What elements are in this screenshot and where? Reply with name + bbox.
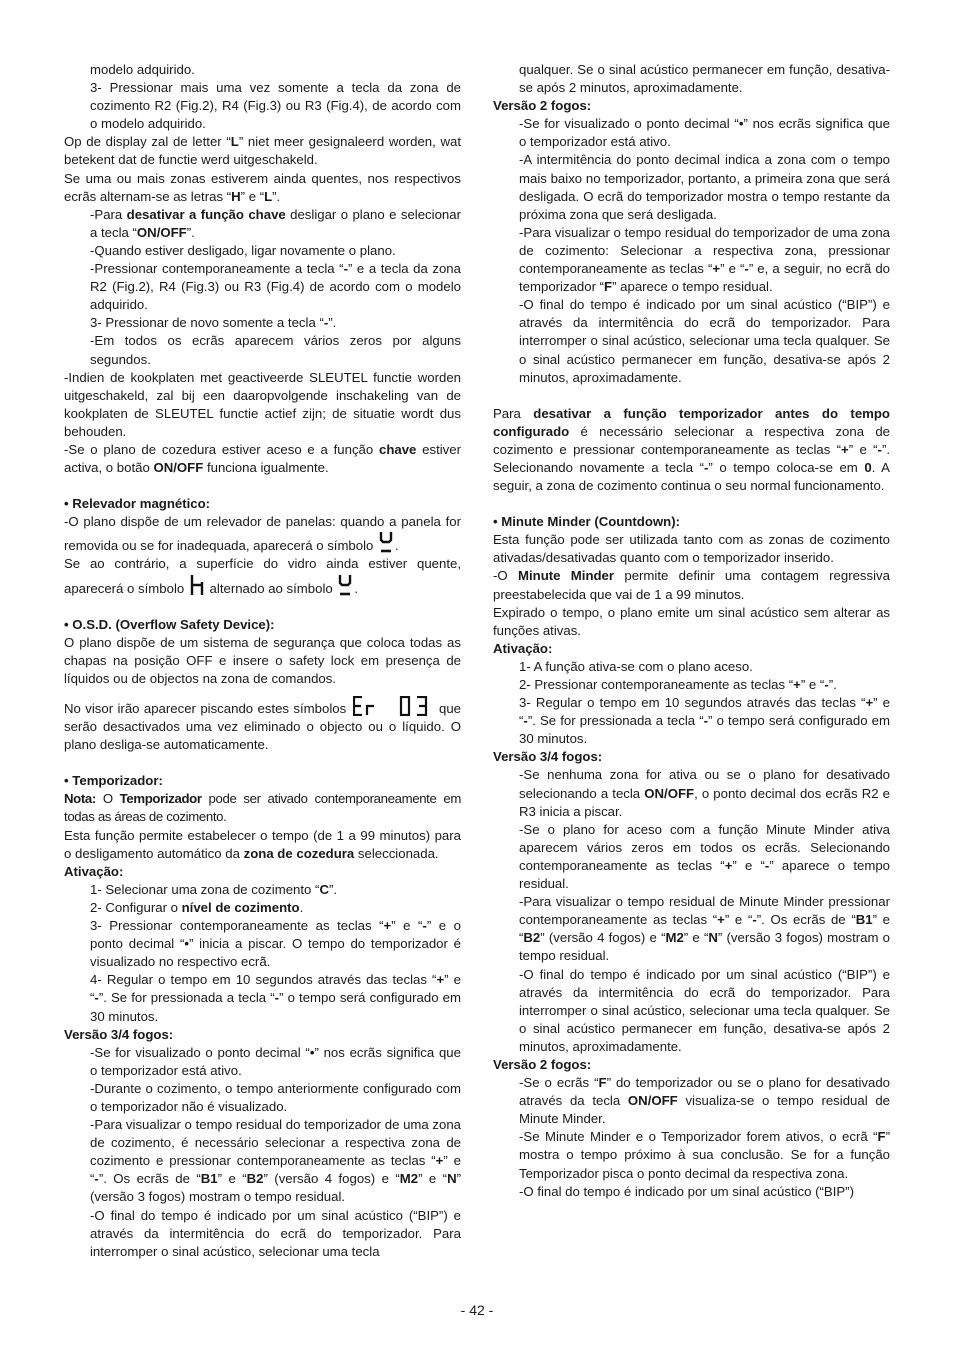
text-line: -Para visualizar o tempo residual do temporizador de uma zona de cozimento, é necessário selecionar a respectiva zona de cozimento e pressionar contemporaneamente as teclas “+” e “-”. Os ecrãs de “B1” e “B2” (versão 4 fogos) e “M2” e “N” (versão 3 fogos) mostram o tempo residual. — [90, 1117, 461, 1205]
text-line: -Pressionar contemporaneamente a tecla “-” e a tecla da zona R2 (Fig.2), R4 (Fig.3) ou R3 (Fig.4) de acordo com o modelo adquirido. — [90, 261, 461, 313]
text-line: 4- Regular o tempo em 10 segundos através das teclas “+” e “-”. Se for pressionada a tecla “-” o tempo será configurado em 30 minutos. — [90, 972, 461, 1024]
text-line: -Se nenhuma zona for ativa ou se o plano for desativado selecionando a tecla ON/OFF, o ponto decimal dos ecrãs R2 e R3 inicia a piscar. — [519, 767, 890, 819]
text-line: 2- Pressionar contemporaneamente as teclas “+” e “-”. — [519, 677, 837, 692]
text-line: 1- A função ativa-se com o plano aceso. — [519, 658, 753, 674]
text-line: Para desativar a função temporizador antes do tempo configurado é necessário selecionar a respectiva zona de cozimento e pressionar contemporaneamente as teclas “+” e “-”. Selecionando novamente a tecla “-” o tempo coloca-se em 0. A seguir, a zona de cozimento continua o seu normal funcionamento. — [493, 405, 890, 494]
text-line: -O final do tempo é indicado por um sinal acústico (“BIP”) e através da intermitência do ecrã do temporizador. Para interromper o sinal acústico, selecionar uma tecla qualquer. Se o sinal acústico permanecer em função, desativa-se após 2 minutos, aproximadamente. — [519, 297, 890, 385]
sub-title: Ativação: — [493, 640, 553, 656]
section-title: • Minute Minder (Countdown): — [493, 514, 681, 530]
sub-title: Versão 3/4 fogos: — [64, 1026, 174, 1042]
left-column — [64, 61, 461, 1261]
section-title: • Relevador magnético: — [64, 496, 211, 512]
text-line: -Se o ecrãs “F” do temporizador ou se o plano for desativado através da tecla ON/OFF visualiza-se o tempo residual de Minute Minder. — [519, 1075, 890, 1127]
text-line: -Quando estiver desligado, ligar novamente o plano. — [90, 242, 396, 258]
text-line: 1- Selecionar uma zona de cozimento “C”. — [90, 881, 338, 897]
text-line: -Se o plano de cozedura estiver aceso e a função chave estiver activa, o botão ON/OFF funciona igualmente. — [64, 441, 461, 476]
section-title: • O.S.D. (Overflow Safety Device): — [64, 616, 275, 632]
text-line: Op de display zal de letter “L” niet meer gesignaleerd worden, wat betekent dat de functie werd uitgeschakeld. — [64, 134, 461, 168]
text-line: -Indien de kookplaten met geactiveerde SLEUTEL functie worden uitgeschakeld, zal bij een daaropvolgende inschakeling van de kookplaten de SLEUTEL functie actief zijn; de situatie wordt dus behouden. — [64, 369, 461, 439]
text-line: qualquer. Se o sinal acústico permanecer em função, desativa-se após 2 minutos, aproximadamente. — [519, 62, 890, 96]
er-03-segment-icon — [353, 696, 433, 716]
u-underscore-segment-icon — [338, 574, 352, 596]
text-line: Expirado o tempo, o plano emite um sinal acústico sem alterar as funções ativas. — [493, 604, 890, 638]
sub-title: Versão 3/4 fogos: — [493, 749, 603, 765]
text-line: 3- Pressionar de novo somente a tecla “-”. — [90, 315, 337, 331]
text-line: -O final do tempo é indicado por um sinal acústico (“BIP”) — [519, 1183, 854, 1199]
text-line: Se ao contrário, a superfície do vidro ainda estiver quente, aparecerá o símbolo alternado ao símbolo . — [64, 556, 461, 596]
text-line: -A intermitência do ponto decimal indica a zona com o tempo mais baixo no temporizador, portanto, a primeira zona que será desligada. O ecrã do temporizador mostra o tempo restante da próxima zona que será desligada. — [519, 152, 890, 222]
text-line: -Se for visualizado o ponto decimal “•” nos ecrãs significa que o temporizador está ativo. — [519, 116, 890, 150]
text-line: Esta função permite estabelecer o tempo (de 1 a 99 minutos) para o desligamento automático da zona de cozedura seleccionada. — [64, 827, 461, 861]
text-line: 3- Regular o tempo em 10 segundos através das teclas “+” e “-”. Se for pressionada a tecla “-” o tempo será configurado em 30 minutos. — [519, 695, 890, 747]
text-line: -O plano dispõe de um relevador de panelas: quando a panela for removida ou se for inadequada, aparecerá o símbolo . — [64, 514, 461, 554]
text-line: Nota: O Temporizador pode ser ativado contemporaneamente em todas as áreas de cozimento. — [64, 791, 461, 825]
text-line: Se uma ou mais zonas estiverem ainda quentes, nos respectivos ecrãs alternam-se as letras “H” e “L”. — [64, 170, 461, 204]
page-number: - 42 - — [460, 1302, 494, 1318]
text-line: No visor irão aparecer piscando estes símbolos que serão desactivados uma vez eliminado o objecto ou o líquido. O plano desliga-se automaticamente. — [64, 696, 461, 754]
text-line: -O Minute Minder permite definir uma contagem regressiva preestabelecida que vai de 1 a 99 minutos. — [493, 568, 890, 602]
text-line: 3- Pressionar mais uma vez somente a tecla da zona de cozimento R2 (Fig.2), R4 (Fig.3) ou R3 (Fig.4), de acordo com o modelo adquirido. — [90, 80, 461, 132]
text-line: -Para visualizar o tempo residual do temporizador de uma zona de cozimento: Selecionar a respectiva zona, pressionar contemporaneamente as teclas “+” e “-” e, a seguir, no ecrã do temporizador “F” aparece o tempo residual. — [519, 224, 890, 295]
h-segment-icon — [190, 574, 204, 596]
text-line: 3- Pressionar contemporaneamente as teclas “+” e “-” e o ponto decimal “•” inicia a piscar. O tempo do temporizador é visualizado no respectivo ecrã. — [90, 918, 461, 970]
text-line: -Se Minute Minder e o Temporizador forem ativos, o ecrã “F” mostra o tempo próximo à sua conclusão. Se for a função Temporizador pisca o ponto decimal da respectiva zona. — [519, 1129, 890, 1181]
text-line: -Se o plano for aceso com a função Minute Minder ativa aparecem vários zeros em todos os ecrãs. Selecionando contemporaneamente as teclas “+” e “-” aparece o tempo residual. — [519, 821, 890, 892]
text-line: O plano dispõe de um sistema de segurança que coloca todas as chapas na posição OFF e insere o safety lock em presença de líquidos ou de objectos na zona de comandos. — [64, 634, 461, 686]
text-line: -Em todos os ecrãs aparecem vários zeros por alguns segundos. — [90, 333, 461, 367]
text-line: Esta função pode ser utilizada tanto com as zonas de cozimento ativadas/desativadas quanto com o temporizador inserido. — [493, 532, 890, 566]
text-line: 2- Configurar o nível de cozimento. — [90, 899, 304, 915]
text-line: -Se for visualizado o ponto decimal “•” nos ecrãs significa que o temporizador está ativo. — [90, 1044, 461, 1078]
u-underscore-segment-icon — [379, 531, 393, 553]
sub-title: Versão 2 fogos: — [493, 98, 592, 114]
section-title: • Temporizador: — [64, 773, 163, 789]
text-line: -Para desativar a função chave desligar o plano e selecionar a tecla “ON/OFF”. — [90, 206, 461, 240]
sub-title: Ativação: — [64, 863, 124, 879]
text-line: -O final do tempo é indicado por um sinal acústico (“BIP”) e através da intermitência do ecrã do temporizador. Para interromper o sinal acústico, selecionar uma tecla — [90, 1207, 461, 1259]
right-column — [493, 61, 890, 1201]
text-line: -O final do tempo é indicado por um sinal acústico (“BIP”) e através da intermitência do ecrã do temporizador. Para interromper o sinal acústico, selecionar uma tecla qualquer. Se o sinal acústico permanecer em função, desativa-se após 2 minutos, aproximadamente. — [519, 966, 890, 1054]
text-line: -Para visualizar o tempo residual de Minute Minder pressionar contemporaneamente as teclas “+” e “-”. Os ecrãs de “B1” e “B2” (versão 4 fogos) e “M2” e “N” (versão 3 fogos) mostram o tempo residual. — [519, 894, 891, 964]
text-line: modelo adquirido. — [90, 62, 195, 77]
sub-title: Versão 2 fogos: — [493, 1056, 592, 1072]
text-line: -Durante o cozimento, o tempo anteriormente configurado com o temporizador não é visualizado. — [90, 1080, 461, 1114]
